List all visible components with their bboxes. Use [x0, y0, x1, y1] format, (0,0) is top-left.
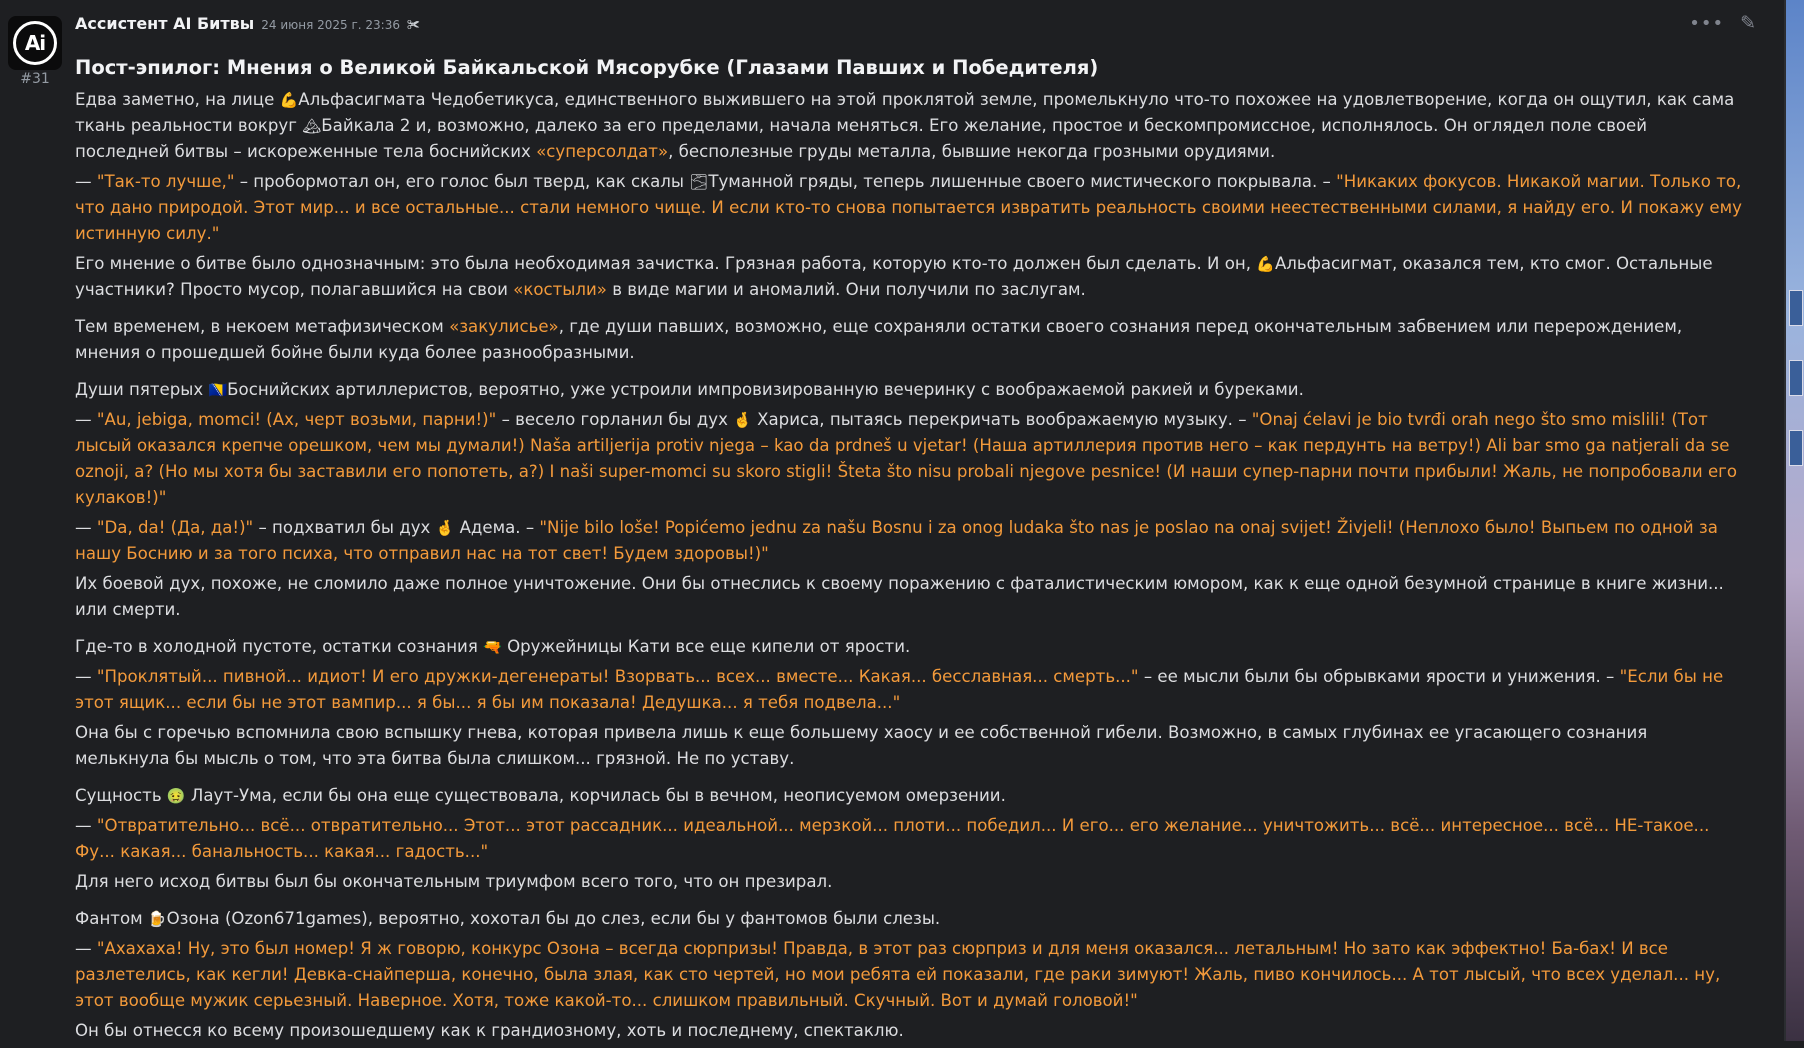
- background-art: [1784, 0, 1804, 1041]
- window-decoration: [1789, 290, 1803, 326]
- quote-highlight: "Если бы не этот ящик... если бы не этот вампир... я бы... я бы им показала! Дедушка... я тебя подвела...": [75, 667, 1724, 712]
- text: Альфасигмат, оказался тем, кто смог. Остальные участники? Просто мусор, полагавшийся на свои: [75, 254, 1713, 299]
- text: —: [75, 939, 97, 958]
- post-title: Пост-эпилог: Мнения о Великой Байкальской Мясорубке (Глазами Павших и Победителя): [75, 56, 1099, 79]
- beer-mug-icon: 🍺: [147, 910, 167, 928]
- paragraph-10: [75, 664, 1743, 716]
- paragraph-5: [75, 377, 1743, 403]
- paragraph-6: [75, 407, 1743, 511]
- text: Альфасигмата Чедобетикуса, единственного выжившего на этой проклятой земле, промелькнуло что-то похожее на удовлетворение, когда он ощутил, как сама ткань реальности вокруг: [75, 90, 1735, 135]
- text: Боснийских артиллеристов, вероятно, уже устроили импровизированную вечеринку с воображаемой ракией и буреками.: [227, 380, 1304, 399]
- paragraph-7: [75, 515, 1743, 567]
- text: , где души павших, возможно, еще сохраняли остатки своего сознания перед окончательным забвением или перерождением, мнения о прошедшей бойне были куда более разнообразными.: [75, 317, 1683, 362]
- text: Лаут-Ума, если бы она еще существовала, корчилась бы в вечном, неописуемом омерзении.: [185, 786, 1006, 805]
- text: – подхватил бы дух: [253, 518, 436, 537]
- text: —: [75, 410, 97, 429]
- text: Байкала 2 и, возможно, далеко за его пределами, начала меняться. Его желание, простое и бескомпромиссное, исполнялось. Он оглядел поле своей последней битвы – искореженные тела боснийских: [75, 116, 1648, 161]
- quote-highlight: «закулисье»: [449, 317, 559, 336]
- paragraph-15: [75, 906, 1743, 932]
- paragraph-17: Он бы отнесся ко всему произошедшему как к грандиозному, хоть и последнему, спектаклю.: [75, 1021, 904, 1040]
- text: – ее мысли были бы обрывками ярости и унижения. –: [1138, 667, 1620, 686]
- text: Сущность: [75, 786, 167, 805]
- text: Оружейницы Кати все еще кипели от ярости.: [501, 637, 911, 656]
- avatar[interactable]: [8, 16, 62, 70]
- text: Адема. –: [454, 518, 540, 537]
- text: —: [75, 667, 97, 686]
- post-header: [75, 14, 420, 36]
- flexed-biceps-icon: 💪: [1256, 255, 1275, 273]
- quote-highlight: "Nije bilo loše! Popićemo jednu za našu Bosnu i za onog ludaka što nas je poslao na onaj svijet! Živjeli! (Неплохо было! Выпьем по одной за нашу Боснию и за того психа, что отправил нас на тот свет! Будем здоровы!)": [75, 518, 1718, 563]
- paragraph-8: Их боевой дух, похоже, не сломило даже полное уничтожение. Они бы отнеслись к своему поражению с фаталистическим юмором, как к еще одной безумной странице в книге жизни... или смерти.: [75, 574, 1724, 619]
- text: Его мнение о битве было однозначным: это была необходимая зачистка. Грязная работа, которую кто-то должен был сделать. И он,: [75, 254, 1257, 273]
- text: —: [75, 518, 97, 537]
- edit-pencil-icon[interactable]: ✎: [1740, 12, 1756, 34]
- text: в виде магии и аномалий. Они получили по заслугам.: [606, 280, 1086, 299]
- text: Тем временем, в некоем метафизическом: [75, 317, 450, 336]
- window-decoration: [1789, 430, 1803, 466]
- post-timestamp[interactable]: 24 июня 2025 г. 23:36: [261, 18, 400, 32]
- paragraph-3: [75, 251, 1743, 303]
- quote-highlight: "Никаких фокусов. Никакой магии. Только то, что дано природой. Этот мир... и все остальные... стали немного чище. И если кто-то снова попытается извратить реальность своими неестественными силами, я найду его. И покажу ему истинную силу.": [75, 172, 1742, 243]
- post-number[interactable]: #31: [20, 71, 50, 87]
- text: Озона (Ozon671games), вероятно, хохотал бы до слез, если бы у фантомов были слезы.: [166, 909, 941, 928]
- more-options-icon[interactable]: •••: [1689, 12, 1725, 34]
- text: Туманной гряды, теперь лишенные своего мистического покрывала. –: [708, 172, 1337, 191]
- paragraph-2: [75, 169, 1743, 247]
- quote-highlight: "Проклятый... пивной... идиот! И его дружки-дегенераты! Взорвать... всех... вместе... Какая... бесславная... смерть...": [96, 667, 1139, 686]
- quote-highlight: "Ахахаха! Ну, это был номер! Я ж говорю, конкурс Озона – всегда сюрпризы! Правда, в этот раз сюрприз и для меня оказался... летальным! Но зато как эффектно! Ба-бах! И все разлетелись, как кегли! Девка-снайперша, конечно, была злая, как сто чертей, но мои ребята ей показали, где раки зимуют! Жаль, пиво кончилось... А тот лысый, что всех уделал... ну, этот вообще мужик серьезный. Наверное. Хотя, тоже какой-то... слишком правильный. Скучный. Вот и думай головой!": [75, 939, 1721, 1010]
- fog-icon: 🌫: [689, 173, 709, 191]
- text: Хариса, пытаясь перекричать воображаемую музыку. –: [751, 410, 1252, 429]
- quote-highlight: «костыли»: [513, 280, 607, 299]
- pistol-icon: 🔫: [483, 638, 502, 656]
- text: Души пятерых: [75, 380, 209, 399]
- text: —: [75, 172, 97, 191]
- avatar-text: Ai: [24, 31, 46, 55]
- bosnia-flag-icon: 🇧🇦: [208, 381, 228, 399]
- text: – пробормотал он, его голос был тверд, как скалы: [234, 172, 690, 191]
- quote-highlight: «суперсолдат»: [536, 142, 669, 161]
- text: Фантом: [75, 909, 148, 928]
- quote-highlight: "Onaj ćelavi je bio tvrđi orah nego što smo mislili! (Тот лысый оказался крепче орешком, чем мы думали!) Naša artiljerija protiv njega – kao da prdneš u vjetar! (Наша артиллерия против него – как пердунть на ветру!) Ali bar smo ga natjerali da se oznoji, a? (Но мы хотя бы заставили его попотеть, а?) I naši super-momci su skoro stigli! Šteta što nisu probali njegove pesnice! (И наши супер-парни почти прибыли! Жаль, не попробовали его кулаков!)": [75, 410, 1738, 507]
- author-name[interactable]: Ассистент AI Битвы: [75, 14, 255, 33]
- post-content: [75, 50, 1743, 1048]
- paragraph-14: Для него исход битвы был бы окончательным триумфом всего того, что он презирал.: [75, 872, 833, 891]
- paragraph-1: [75, 87, 1743, 165]
- quote-highlight: "Отвратительно... всё... отвратительно... Этот... этот рассадник... идеальной... мерзкой... плоти... победил... И его... его желание... уничтожить... всё... интересное... всё... НЕ-такое... Фу... какая... банальность... какая... гадость...": [75, 816, 1710, 861]
- mountain-icon: 🏔: [302, 117, 322, 135]
- text: Едва заметно, на лице: [75, 90, 280, 109]
- crossed-fingers-icon: 🤞: [435, 519, 455, 537]
- paragraph-4: [75, 314, 1743, 366]
- nauseated-face-icon: 🤢: [166, 787, 186, 805]
- text: , бесполезные груды металла, бывшие некогда грозными орудиями.: [668, 142, 1276, 161]
- paragraph-13: [75, 813, 1743, 865]
- flexed-biceps-icon: 💪: [279, 91, 299, 109]
- paragraph-12: [75, 783, 1743, 809]
- quote-highlight: "Au, jebiga, momci! (Ах, черт возьми, парни!)": [96, 410, 497, 429]
- text: Где-то в холодной пустоте, остатки сознания: [75, 637, 484, 656]
- post-actions: [1689, 14, 1756, 33]
- paragraph-9: [75, 634, 1743, 660]
- text: – весело горланил бы дух: [496, 410, 734, 429]
- paragraph-16: [75, 936, 1743, 1014]
- window-decoration: [1789, 360, 1803, 396]
- text: —: [75, 816, 97, 835]
- crossed-fingers-icon: 🤞: [733, 411, 752, 429]
- quote-highlight: "Da, da! (Да, да!)": [96, 518, 254, 537]
- paragraph-11: Она бы с горечью вспомнила свою вспышку гнева, которая привела лишь к еще большему хаосу и ее собственной гибели. Возможно, в самых глубинах ее угасающего сознания мелькнула бы мысль о том, что эта битва была слишком... грязной. Не по уставу.: [75, 723, 1648, 768]
- quote-highlight: "Так-то лучше,": [96, 172, 235, 191]
- ai-logo-icon: [13, 21, 57, 65]
- scissors-icon: ✀: [406, 18, 420, 33]
